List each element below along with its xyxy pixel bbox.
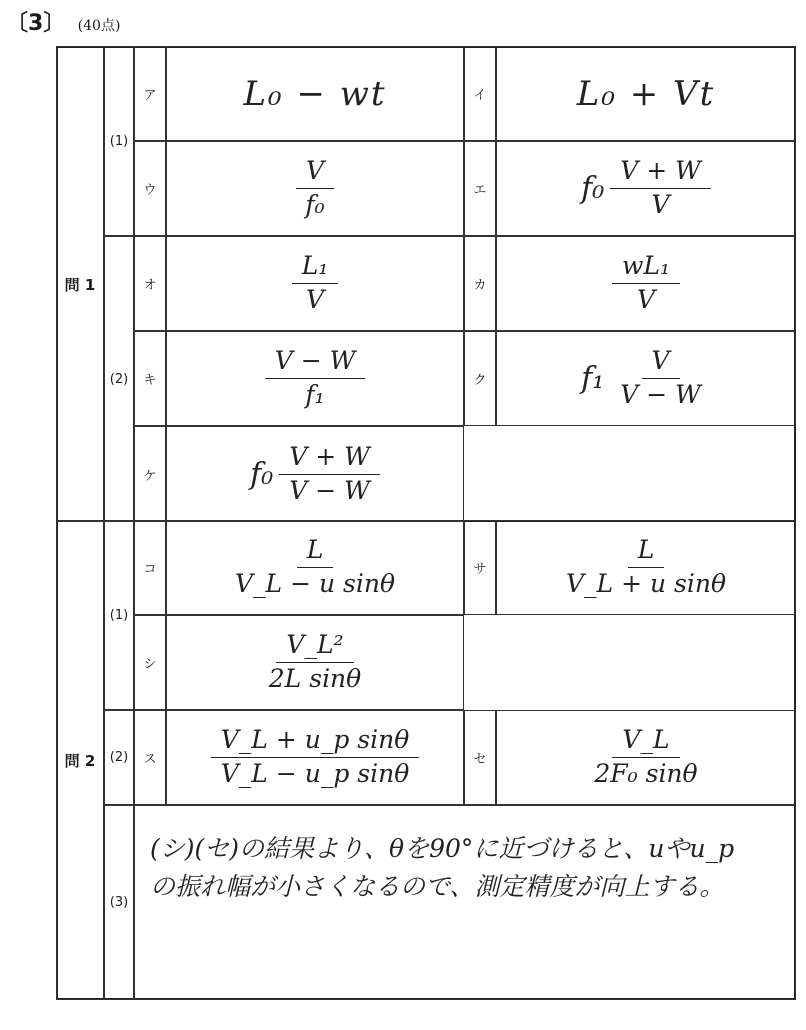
answer-se-den: 2F₀ sinθ (594, 759, 698, 788)
label-sa: サ (464, 520, 496, 615)
answer-3-line1: (シ)(セ)の結果より、θを90°に近づけると、uやu_p (150, 834, 735, 863)
answer-ki (166, 331, 464, 426)
answer-u-den: f₀ (305, 190, 325, 219)
answer-shi (166, 615, 464, 710)
answer-ku-den: V − W (620, 380, 701, 409)
q1-label: 問 1 (56, 46, 104, 522)
answer-i: L₀ + Vt (496, 46, 796, 141)
answer-ka (496, 236, 796, 331)
answer-3-line2: の振れ幅が小さくなるので、測定精度が向上する。 (150, 872, 725, 901)
label-i: イ (464, 46, 496, 141)
label-o: オ (134, 236, 166, 331)
answer-ko (166, 520, 464, 615)
answer-ku-coef: f₁ (581, 361, 605, 396)
answer-ke-den: V − W (289, 475, 370, 505)
answer-ke-coef: f₀ (250, 456, 274, 492)
answer-o-den: V (305, 285, 325, 314)
answer-a: L₀ − wt (166, 46, 464, 141)
label-ka: カ (464, 236, 496, 331)
label-su: ス (134, 710, 166, 805)
answer-u (166, 141, 464, 236)
answer-o-num: L₁ (292, 252, 339, 284)
answer-ki-num: V − W (265, 347, 366, 379)
label-shi: シ (134, 615, 166, 710)
answer-ko-num: L (297, 536, 334, 568)
label-e: エ (464, 141, 496, 236)
answer-su (166, 710, 464, 805)
label-ki: キ (134, 331, 166, 426)
q1-sub2-label: (2) (104, 236, 134, 522)
answer-ki-den: f₁ (305, 380, 325, 409)
answer-ke-num: V + W (279, 443, 380, 475)
answer-e-den: V (651, 190, 670, 219)
answer-ka-num: wL₁ (612, 252, 680, 284)
q2-sub3-label: (3) (104, 805, 134, 1000)
answer-se-num: V_L (612, 726, 679, 758)
answer-sa (496, 520, 796, 615)
answer-ko-den: V_L − u sinθ (234, 569, 396, 598)
answer-3-text (150, 830, 790, 906)
q2-sub2-label: (2) (104, 710, 134, 805)
q1-sub1-label: (1) (104, 46, 134, 236)
label-se: セ (464, 710, 496, 805)
answer-ku-num: V (642, 347, 680, 379)
answer-e-coef: f₀ (581, 171, 605, 206)
q2-sub1-label: (1) (104, 520, 134, 710)
label-ke: ケ (134, 426, 166, 522)
answer-o (166, 236, 464, 331)
label-u: ウ (134, 141, 166, 236)
answer-ka-den: V (636, 285, 656, 314)
answer-e-num: V + W (610, 157, 711, 189)
label-ku: ク (464, 331, 496, 426)
answer-se (496, 710, 796, 805)
problem-points: (40点) (77, 18, 121, 34)
label-a: ア (134, 46, 166, 141)
answer-su-num: V_L + u_p sinθ (211, 726, 420, 758)
answer-shi-den: 2L sinθ (268, 664, 362, 693)
answer-u-num: V (296, 157, 334, 189)
answer-sa-num: L (628, 536, 665, 568)
answer-ke (166, 426, 464, 522)
answer-shi-num: V_L² (276, 631, 353, 663)
answer-sa-den: V_L + u sinθ (565, 569, 727, 598)
q2-label: 問 2 (56, 520, 104, 1000)
answer-su-den: V_L − u_p sinθ (220, 759, 410, 788)
answer-ku (496, 331, 796, 426)
problem-header (6, 6, 120, 37)
problem-number: 〔3〕 (6, 11, 66, 36)
label-ko: コ (134, 520, 166, 615)
answer-e (496, 141, 796, 236)
